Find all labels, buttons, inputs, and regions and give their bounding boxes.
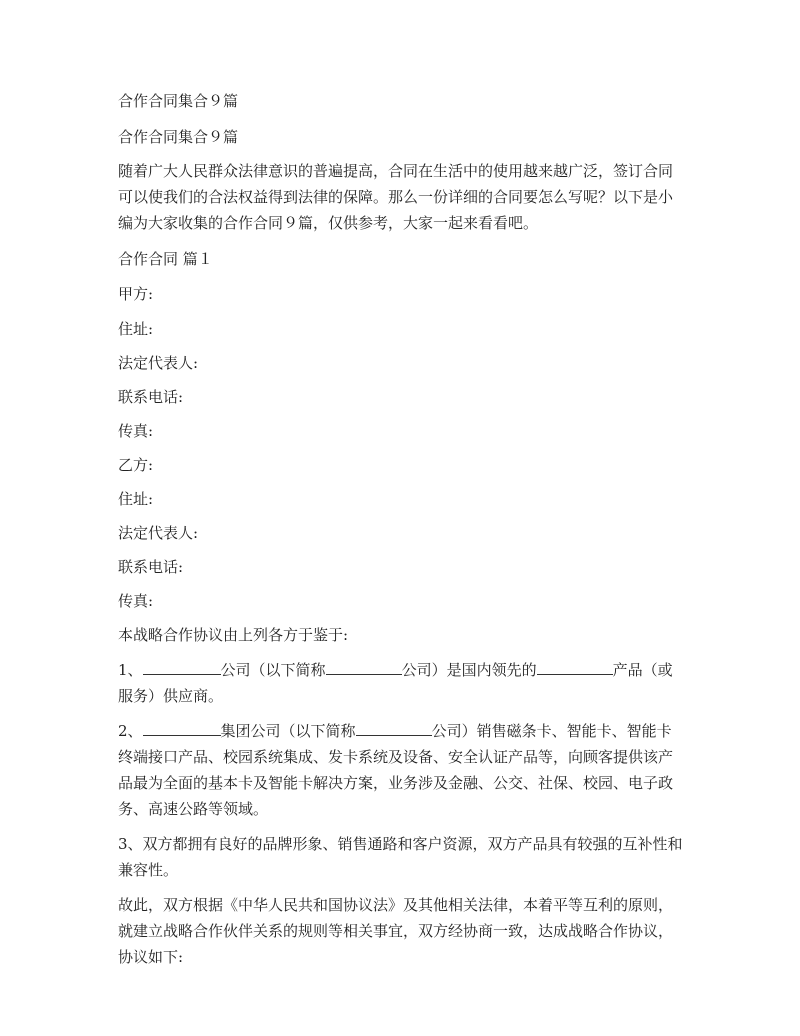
party-b-phone: 联系电话:: [118, 558, 184, 576]
blank-line: [356, 719, 432, 736]
blank-line: [143, 719, 221, 736]
party-a-fax: 传真:: [118, 422, 154, 440]
party-a-phone: 联系电话:: [118, 388, 184, 406]
blank-line: [326, 658, 402, 675]
document-title: 合作合同集合９篇: [118, 92, 239, 110]
section-heading: 合作合同 篇１: [118, 250, 213, 268]
conclusion-paragraph: 故此，双方根据《中华人民共和国协议法》及其他相关法律，本着平等互利的原则，就建立战略合作伙伴关系的规则等相关事宜，双方经协商一致，达成战略合作协议，协议如下:: [118, 896, 674, 966]
party-a-legal-rep: 法定代表人:: [118, 354, 199, 372]
party-a-label: 甲方:: [118, 285, 154, 303]
clause-2-text-b: 公司）销售磁条卡、智能卡、智能卡终端接口产品、校园系统集成、发卡系统及设备、安全认证产品等，向顾客提供该产品最为全面的基本卡及智能卡解决方案，业务涉及金融、公交、社保、校园、电子政务、高速公路等领域。: [118, 722, 674, 818]
party-b-legal-rep: 法定代表人:: [118, 524, 199, 542]
party-b-label: 乙方:: [118, 456, 154, 474]
clause-1-text-a: 公司（以下简称: [220, 661, 326, 679]
blank-line: [143, 658, 221, 675]
party-a-address: 住址:: [118, 320, 154, 338]
clause-1-number: 1、: [118, 661, 143, 679]
party-b-fax: 传真:: [118, 592, 154, 610]
clause-2-text-a: 集团公司（以下简称: [220, 722, 356, 740]
clause-2-number: 2、: [118, 722, 143, 740]
document-subtitle: 合作合同集合９篇: [118, 128, 239, 146]
preamble: 本战略合作协议由上列各方于鉴于:: [118, 626, 349, 644]
clause-1-text-b: 公司）是国内领先的: [401, 661, 537, 679]
blank-line: [537, 658, 613, 675]
party-b-address: 住址:: [118, 490, 154, 508]
clause-1: [118, 657, 686, 709]
clause-3: 3、双方都拥有良好的品牌形象、销售通路和客户资源，双方产品具有较强的互补性和兼容性。: [118, 835, 683, 879]
clause-1-text-c: 产品（或服务）供应商。: [118, 661, 673, 705]
clause-2: [118, 718, 686, 822]
intro-paragraph: 随着广大人民群众法律意识的普遍提高，合同在生活中的使用越来越广泛，签订合同可以使我们的合法权益得到法律的保障。那么一份详细的合同要怎么写呢？以下是小编为大家收集的合作合同９篇，仅供参考，大家一起来看看吧。: [118, 162, 674, 232]
